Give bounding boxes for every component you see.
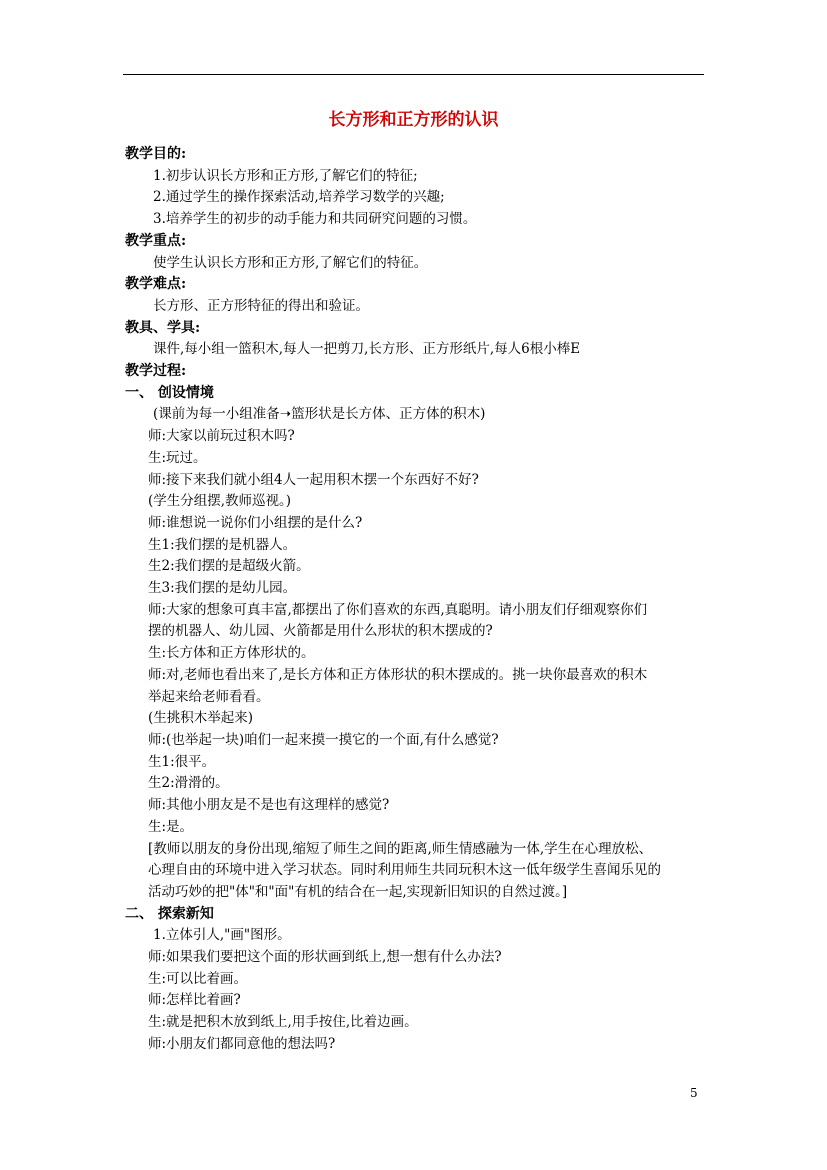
body-line: 生2:我们摆的是超级火箭。 [148,558,310,575]
page-number: 5 [690,1086,698,1100]
body-line: 课件,每小组一篮积木,每人一把剪刀,长方形、正方形纸片,每人6根小棒E [153,341,581,358]
body-line: 师:小朋友们都同意他的想法吗? [148,1035,336,1052]
section-heading: 教学重点: [125,232,187,249]
body-line: 师:如果我们要把这个面的形状画到纸上,想一想有什么办法? [148,949,502,966]
body-line: 生:玩过。 [148,449,207,466]
section-heading: 教学目的: [125,146,187,162]
body-line: 生3:我们摆的是幼儿园。 [148,580,297,597]
body-line: 生1:我们摆的是机器人。 [148,536,297,553]
body-line: 活动巧妙的把"体"和"面"有机的结合在一起,实现新旧知识的自然过渡。] [148,883,568,900]
body-line: 1.立体引人,"画"图形。 [153,927,291,944]
body-line: 师:其他小朋友是不是也有这理样的感觉? [148,797,390,814]
body-line: (课前为每一小组准备➝篮形状是长方体、正方体的积木) [153,406,486,423]
header-rule [123,74,704,75]
body-line: 3.培养学生的初步的动手能力和共同研究问题的习惯。 [153,211,477,228]
body-line: 1.初步认识长方形和正方形,了解它们的特征; [153,167,418,184]
body-line: 师:谁想说一说你们小组摆的是什么? [148,514,363,531]
section-heading: 二、 探索新知 [125,905,214,922]
body-line: 生2:滑滑的。 [148,775,229,792]
body-line: 摆的机器人、幼儿园、火箭都是用什么形状的积木摆成的? [148,623,493,640]
section-heading: 教学难点: [125,276,187,293]
body-line: 师:大家的想象可真丰富,都摆出了你们喜欢的东西,真聪明。请小朋友们仔细观察你们 [148,601,648,618]
body-line: 生:就是把积木放到纸上,用手按住,比着边画。 [148,1014,418,1031]
body-line: 长方形、正方形特征的得出和验证。 [153,297,369,314]
body-line: 师:接下来我们就小组4人一起用积木摆一个东西好不好? [148,471,479,488]
body-line: 师:(也举起一块)咱们一起来摸一摸它的一个面,有什么感觉? [148,731,499,748]
document-title: 长方形和正方形的认识 [328,110,499,130]
body-line: 2.通过学生的操作探索活动,培养学习数学的兴趣; [153,189,445,206]
body-line: [教师以朋友的身份出现,缩短了师生之间的距离,师生情感融为一体,学生在心理放松、 [148,840,653,857]
section-heading: 一、 创设情境 [125,384,214,401]
section-heading: 教具、学具: [125,319,201,336]
body-line: 生:长方体和正方体形状的。 [148,645,315,662]
body-line: 生:可以比着画。 [148,970,248,987]
body-line: (生挑积木举起来) [148,710,254,727]
document-body [125,144,710,1056]
body-line: (学生分组摆,教师巡视。) [148,493,292,510]
body-line: 举起来给老师看看。 [148,688,270,705]
body-line: 师:怎样比着画? [148,992,241,1009]
body-line: 生1:很平。 [148,753,216,770]
body-line: 使学生认识长方形和正方形,了解它们的特征。 [153,254,428,271]
section-heading: 教学过程: [125,363,187,380]
body-line: 生:是。 [148,818,194,835]
body-line: 师:对,老师也看出来了,是长方体和正方体形状的积木摆成的。挑一块你最喜欢的积木 [148,666,648,683]
body-line: 师:大家以前玩过积木吗? [148,428,295,445]
body-line: 心理自由的环境中进入学习状态。同时利用师生共同玩积木这一低年级学生喜闻乐见的 [148,862,661,879]
